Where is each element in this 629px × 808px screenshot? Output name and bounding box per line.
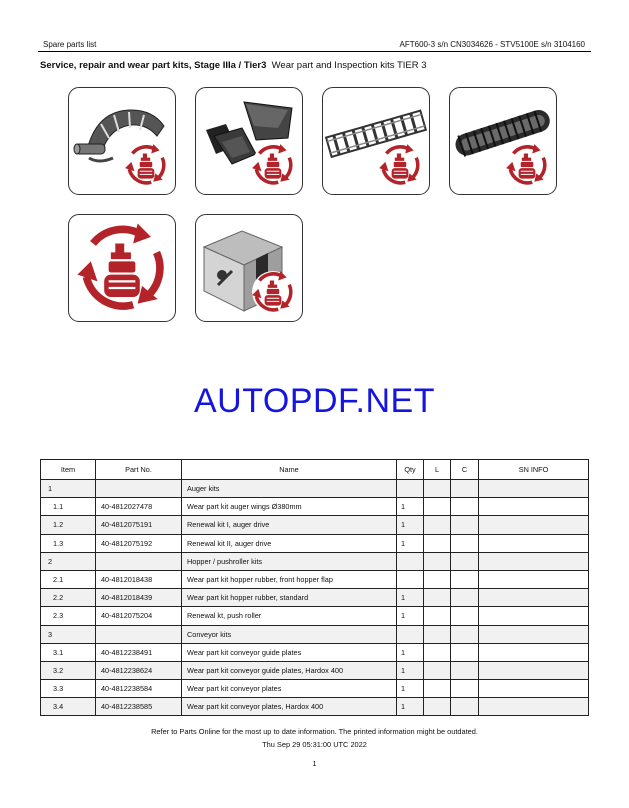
- cell-qty: 1: [397, 589, 424, 607]
- footer-date: Thu Sep 29 05:31:00 UTC 2022: [262, 740, 367, 749]
- table-row: [41, 570, 589, 588]
- cell-name: Conveyor kits: [182, 625, 397, 643]
- col-header-qty: Qty: [397, 460, 424, 480]
- cell-part-no: 40-4812075192: [96, 534, 182, 552]
- cell-sn-info: [479, 534, 589, 552]
- cell-l: [424, 498, 451, 516]
- auger-wings-kit-tile[interactable]: [68, 87, 176, 195]
- cell-item: 3.1: [41, 643, 96, 661]
- cell-name: Wear part kit conveyor plates, Hardox 400: [182, 698, 397, 716]
- cell-l: [424, 552, 451, 570]
- col-header-l: L: [424, 460, 451, 480]
- cell-name: Auger kits: [182, 480, 397, 498]
- watermark: AUTOPDF.NET: [193, 382, 435, 420]
- crawler-track-kit-icon: [450, 88, 556, 194]
- cell-qty: 1: [397, 698, 424, 716]
- conveyor-plates-kit-tile[interactable]: [322, 87, 430, 195]
- cell-sn-info: [479, 661, 589, 679]
- cell-sn-info: [479, 607, 589, 625]
- col-header-part-no: Part No.: [96, 460, 182, 480]
- cell-qty: [397, 552, 424, 570]
- cell-item: 1.1: [41, 498, 96, 516]
- cell-l: [424, 661, 451, 679]
- toolbox-kit-tile[interactable]: [195, 214, 303, 322]
- table-header-row: [41, 460, 589, 480]
- cell-qty: 1: [397, 534, 424, 552]
- cell-c: [451, 589, 479, 607]
- conveyor-plates-kit-icon: [323, 88, 429, 194]
- cell-l: [424, 480, 451, 498]
- cell-name: Wear part kit conveyor guide plates: [182, 643, 397, 661]
- col-header-c: C: [451, 460, 479, 480]
- cell-name: Wear part kit conveyor guide plates, Hardox 400: [182, 661, 397, 679]
- table-row: [41, 552, 589, 570]
- cell-item: 2.1: [41, 570, 96, 588]
- cell-item: 2.3: [41, 607, 96, 625]
- cell-name: Wear part kit hopper rubber, front hopper flap: [182, 570, 397, 588]
- cell-item: 3.3: [41, 680, 96, 698]
- cell-l: [424, 643, 451, 661]
- crawler-track-kit-tile[interactable]: [449, 87, 557, 195]
- cell-item: 3.4: [41, 698, 96, 716]
- table-row: [41, 534, 589, 552]
- table-row: [41, 498, 589, 516]
- table-row: [41, 516, 589, 534]
- table-row: [41, 589, 589, 607]
- cell-qty: [397, 570, 424, 588]
- cell-part-no: 40-4812238491: [96, 643, 182, 661]
- cell-qty: 1: [397, 516, 424, 534]
- cell-sn-info: [479, 480, 589, 498]
- table-row: [41, 661, 589, 679]
- cell-name: Renewal kit II, auger drive: [182, 534, 397, 552]
- cell-c: [451, 607, 479, 625]
- cell-c: [451, 534, 479, 552]
- cell-name: Renewal kt, push roller: [182, 607, 397, 625]
- col-header-sn-info: SN INFO: [479, 460, 589, 480]
- cell-part-no: 40-4812238624: [96, 661, 182, 679]
- cell-sn-info: [479, 552, 589, 570]
- cell-sn-info: [479, 498, 589, 516]
- cell-l: [424, 516, 451, 534]
- service-kit-icon: [69, 215, 175, 321]
- table-row: [41, 680, 589, 698]
- cell-c: [451, 661, 479, 679]
- cell-sn-info: [479, 625, 589, 643]
- cell-l: [424, 589, 451, 607]
- section-title-subtitle: Wear part and Inspection kits TIER 3: [271, 60, 427, 71]
- page-header-right: AFT600-3 s/n CN3034626 - STV5100E s/n 3104160: [399, 40, 585, 49]
- cell-l: [424, 607, 451, 625]
- hopper-rubber-kit-tile[interactable]: [195, 87, 303, 195]
- table-row: [41, 698, 589, 716]
- cell-l: [424, 698, 451, 716]
- cell-part-no: 40-4812238584: [96, 680, 182, 698]
- cell-item: 1.3: [41, 534, 96, 552]
- cell-name: Wear part kit auger wings Ø380mm: [182, 498, 397, 516]
- parts-table: [40, 459, 589, 716]
- cell-qty: 1: [397, 661, 424, 679]
- section-title: [40, 60, 427, 71]
- cell-sn-info: [479, 698, 589, 716]
- auger-wings-kit-icon: [69, 88, 175, 194]
- cell-sn-info: [479, 680, 589, 698]
- footer-note: Refer to Parts Online for the most up to date information. The printed information might be outdated.: [151, 727, 478, 736]
- header-rule: [38, 51, 591, 52]
- cell-part-no: 40-4812075204: [96, 607, 182, 625]
- cell-sn-info: [479, 516, 589, 534]
- cell-c: [451, 625, 479, 643]
- cell-c: [451, 480, 479, 498]
- cell-qty: [397, 625, 424, 643]
- cell-c: [451, 570, 479, 588]
- cell-name: Hopper / pushroller kits: [182, 552, 397, 570]
- cell-part-no: [96, 625, 182, 643]
- section-title-bold: Service, repair and wear part kits, Stage IIIa / Tier3: [40, 60, 267, 71]
- cell-qty: 1: [397, 680, 424, 698]
- cell-qty: [397, 480, 424, 498]
- cell-part-no: 40-4812018438: [96, 570, 182, 588]
- cell-part-no: 40-4812018439: [96, 589, 182, 607]
- cell-c: [451, 680, 479, 698]
- cell-sn-info: [479, 643, 589, 661]
- cell-item: 1: [41, 480, 96, 498]
- table-row: [41, 480, 589, 498]
- cell-l: [424, 680, 451, 698]
- table-row: [41, 643, 589, 661]
- cell-part-no: 40-4812238585: [96, 698, 182, 716]
- table-row: [41, 607, 589, 625]
- cell-name: Wear part kit conveyor plates: [182, 680, 397, 698]
- cell-qty: 1: [397, 607, 424, 625]
- cell-l: [424, 534, 451, 552]
- cell-l: [424, 625, 451, 643]
- hopper-rubber-kit-icon: [196, 88, 302, 194]
- cell-part-no: 40-4812027478: [96, 498, 182, 516]
- cell-c: [451, 498, 479, 516]
- cell-c: [451, 516, 479, 534]
- cell-c: [451, 552, 479, 570]
- cell-item: 3.2: [41, 661, 96, 679]
- cell-l: [424, 570, 451, 588]
- cell-sn-info: [479, 589, 589, 607]
- toolbox-kit-icon: [196, 215, 302, 321]
- cell-part-no: [96, 552, 182, 570]
- cell-part-no: [96, 480, 182, 498]
- cell-part-no: 40-4812075191: [96, 516, 182, 534]
- page-header-left: Spare parts list: [43, 40, 97, 49]
- cell-item: 2.2: [41, 589, 96, 607]
- col-header-item: Item: [41, 460, 96, 480]
- cell-item: 2: [41, 552, 96, 570]
- cell-c: [451, 643, 479, 661]
- cell-name: Wear part kit hopper rubber, standard: [182, 589, 397, 607]
- cell-qty: 1: [397, 643, 424, 661]
- cell-c: [451, 698, 479, 716]
- cell-name: Renewal kit I, auger drive: [182, 516, 397, 534]
- cell-qty: 1: [397, 498, 424, 516]
- service-kit-tile[interactable]: [68, 214, 176, 322]
- page-number: 1: [312, 759, 317, 768]
- col-header-name: Name: [182, 460, 397, 480]
- cell-sn-info: [479, 570, 589, 588]
- cell-item: 1.2: [41, 516, 96, 534]
- cell-item: 3: [41, 625, 96, 643]
- table-row: [41, 625, 589, 643]
